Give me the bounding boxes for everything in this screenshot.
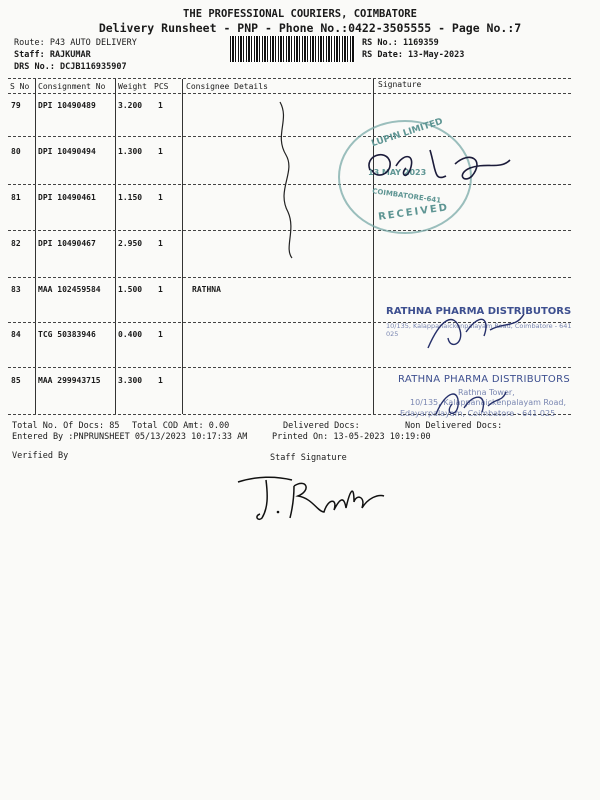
row-weight: 3.200 [118,101,143,110]
rs-date: RS Date: 13-May-2023 [362,50,465,60]
row-weight: 2.950 [118,239,143,248]
verified-by-label: Verified By [12,451,69,461]
row-consignment: MAA 102459584 [38,285,101,294]
row-sno: 82 [11,239,21,248]
staff-signature-label: Staff Signature [270,453,347,463]
printed-on: Printed On: 13-05-2023 10:19:00 [272,432,431,442]
rathna-stamp-2-line2: 10/135, Kalappanaickenpalayam Road, [410,398,567,407]
row-weight: 1.500 [118,285,143,294]
runsheet-subtitle: Delivery Runsheet - PNP - Phone No.:0422-3505555 - Page No.:7 [98,21,522,35]
row-consignment: DPI 10490489 [38,101,96,110]
company-title: THE PROFESSIONAL COURIERS, COIMBATORE [183,8,417,20]
rathna-stamp-1-address: 10/135, Kalappanaickenpalayam Road, Coimbatore - 641 025 [386,322,572,338]
row-sno: 85 [11,376,21,385]
row-pcs: 1 [158,285,163,294]
col-header-pcs: PCS [154,82,169,91]
column-divider [115,79,116,414]
rathna-signature-2 [430,384,510,424]
col-header-weight: Weight [118,82,147,91]
row-rule [8,277,571,278]
row-consignment: DPI 10490467 [38,239,96,248]
row-rule [8,367,571,368]
row-consignment: TCG 50383946 [38,330,96,339]
col-header-details: Consignee Details [186,82,268,91]
row-pcs: 1 [158,376,163,385]
stamp-lupin-city: COIMBATORE-641 [371,187,442,205]
rathna-stamp-2-line1: Rathna Tower, [458,388,515,397]
row-consignee: RATHNA [192,285,221,294]
recipient-signature [360,140,530,200]
row-weight: 1.300 [118,147,143,156]
row-weight: 3.300 [118,376,143,385]
non-delivered-docs: Non Delivered Docs: [405,421,503,431]
row-pcs: 1 [158,147,163,156]
barcode [230,36,355,62]
drs-number: DRS No.: DCJB116935907 [14,62,127,72]
row-consignment: MAA 299943715 [38,376,101,385]
row-sno: 84 [11,330,21,339]
col-header-consignment: Consignment No [38,82,106,91]
delivered-docs: Delivered Docs: [283,421,360,431]
table-top-rule [8,78,571,79]
staff-signature [232,468,412,528]
row-sno: 83 [11,285,21,294]
staff-label: Staff: RAJKUMAR [14,50,91,60]
rathna-signature-1 [420,300,530,360]
stamp-lupin-date: 13 MAY 2023 [368,168,427,177]
rs-number: RS No.: 1169359 [362,38,439,48]
column-divider [182,79,183,414]
table-header-rule [8,93,571,94]
total-docs: Total No. Of Docs: 85 [12,421,120,431]
handwritten-bracket [262,100,312,260]
row-pcs: 1 [158,101,163,110]
row-weight: 1.150 [118,193,143,202]
row-pcs: 1 [158,330,163,339]
total-cod-amount: Total COD Amt: 0.00 [132,421,230,431]
rathna-stamp-2-line3: Edayarpalayam, Coimbatore - 641 025 [400,409,556,418]
row-consignment: DPI 10490494 [38,147,96,156]
stamp-lupin-name: LUPIN LIMITED [370,116,445,150]
row-consignment: DPI 10490461 [38,193,96,202]
route-label: Route: P43 AUTO DELIVERY [14,38,137,48]
row-pcs: 1 [158,193,163,202]
stamp-lupin-received: RECEIVED [377,202,450,223]
rathna-stamp-2: RATHNA PHARMA DISTRIBUTORS [398,374,570,385]
row-pcs: 1 [158,239,163,248]
row-sno: 80 [11,147,21,156]
row-weight: 0.400 [118,330,143,339]
entered-by: Entered By :PNPRUNSHEET 05/13/2023 10:17:33 AM [12,432,248,442]
col-header-signature: Signature [378,80,422,89]
row-sno: 79 [11,101,21,110]
rathna-stamp-1: RATHNA PHARMA DISTRIBUTORS [386,306,572,317]
column-divider [35,79,36,414]
row-sno: 81 [11,193,21,202]
col-header-sno: S No [10,82,30,91]
